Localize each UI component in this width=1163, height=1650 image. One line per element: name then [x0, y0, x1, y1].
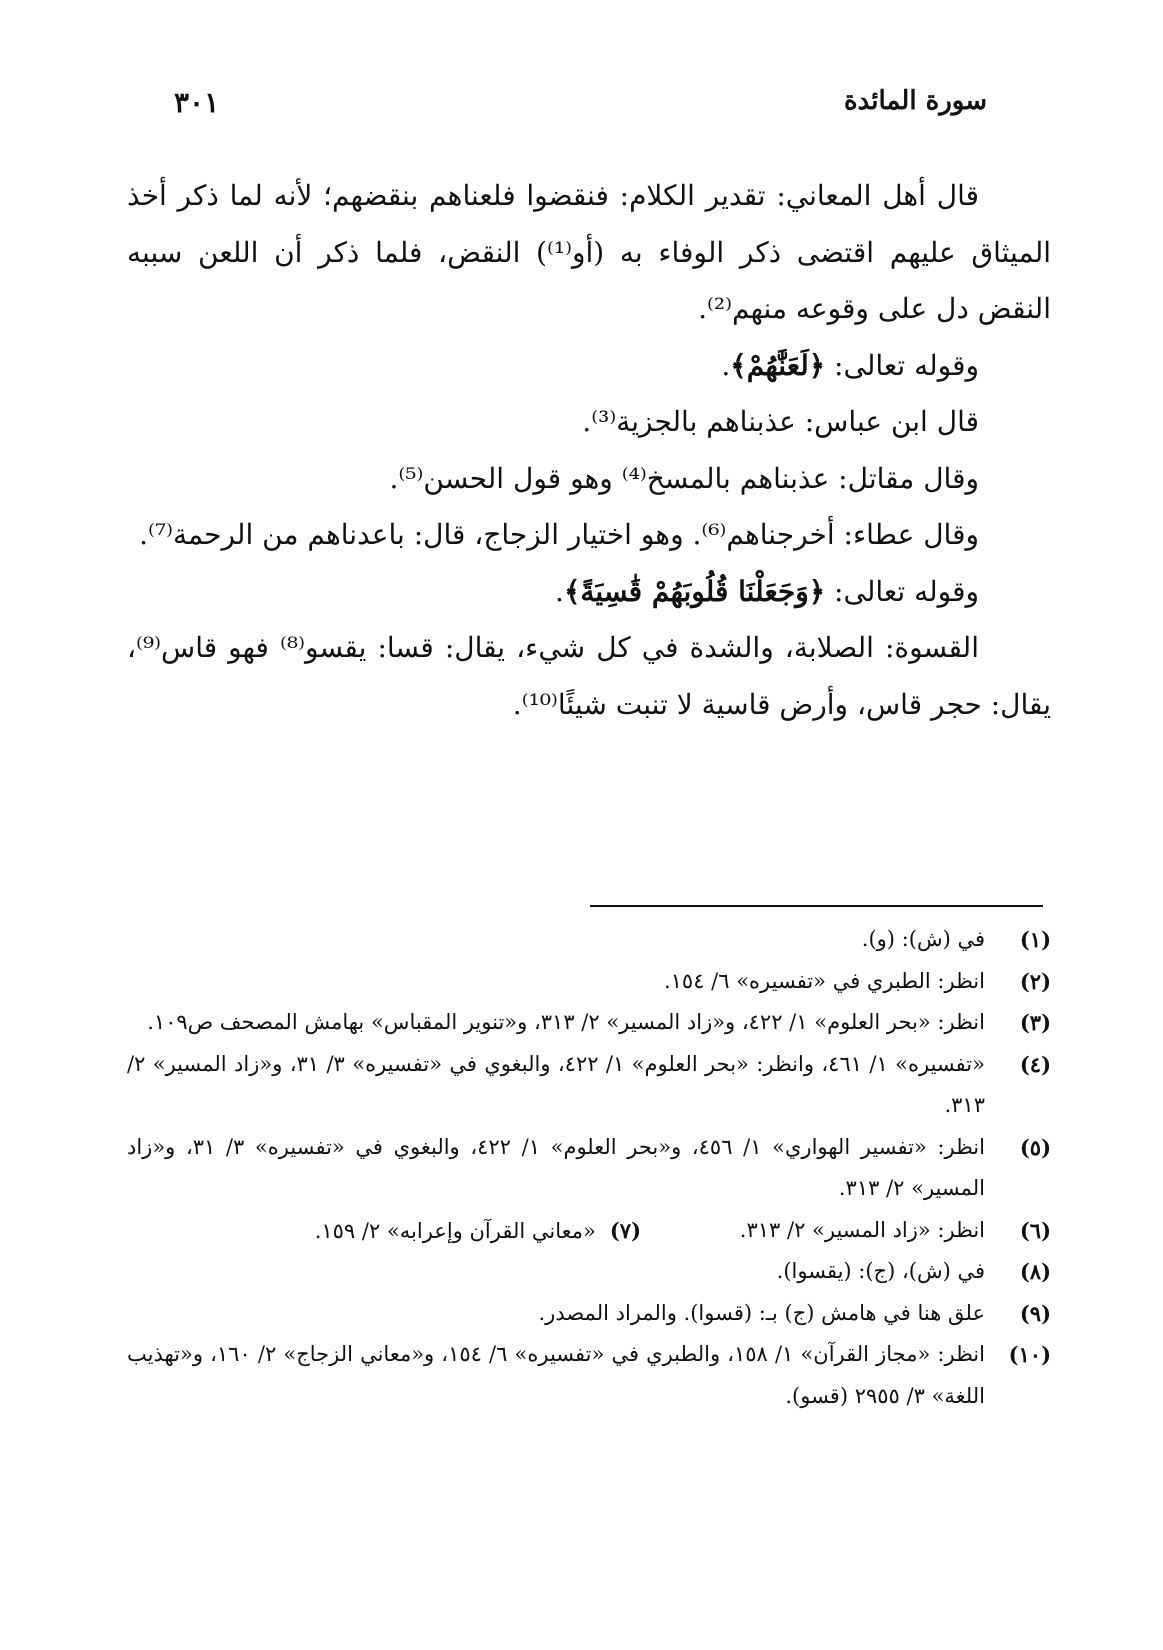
quran-verse: ﴿وَجَعَلْنَا قُلُوبَهُمْ قَٰسِيَةً﴾: [563, 574, 826, 608]
footnote: [127, 1002, 1051, 1044]
surah-title: سورة المائدة: [843, 86, 987, 116]
footnote-number: (٨): [1019, 1259, 1051, 1284]
running-header: [110, 86, 987, 126]
footnote-text: «تفسيره» ١/ ٤٦١، وانظر: «بحر العلوم» ١/ ٤٢٢، والبغوي في «تفسيره» ٣/ ٣١، و«زاد المسير» ٢/ ٣١٣.: [127, 1051, 985, 1117]
footnote-text: انظر: «بحر العلوم» ١/ ٤٢٢، و«زاد المسير» ٢/ ٣١٣، و«تنوير المقباس» بهامش المصحف ص١٠٩.: [147, 1010, 985, 1034]
verse-end: .: [555, 574, 564, 608]
footnote-number: (٤): [1019, 1051, 1051, 1077]
footnote-text: في (ش)، (ج): (يقسوا).: [776, 1259, 985, 1283]
footnote-number: (٢): [1019, 968, 1051, 994]
footnote: [127, 1334, 1051, 1417]
paragraph-ata: وقال عطاء: أخرجناهم⁽⁶⁾. وهو اختيار الزجاج، قال: باعدناهم من الرحمة⁽⁷⁾.: [139, 518, 979, 551]
footnote-number: (٦): [1019, 1217, 1051, 1243]
verse-intro: وقوله تعالى:: [825, 574, 979, 608]
quran-verse: ﴿لَعَنَّٰهُمْ﴾: [730, 348, 826, 382]
paragraph-ibn-abbas: قال ابن عباس: عذبناهم بالجزية⁽³⁾.: [582, 405, 979, 438]
paragraph-ahl-al-maani: قال أهل المعاني: تقدير الكلام: فنقضوا فلعناهم بنقضهم؛ لأنه لما ذكر أخذ الميثاق عليهم اقتضى ذكر الوفاء به (أو⁽¹⁾) النقض، فلما ذكر أن اللعن سببه النقض دل على وقوعه منهم⁽²⁾.: [127, 179, 1052, 325]
footnotes: [127, 919, 1051, 1417]
footnote-text: انظر: «زاد المسير» ٢/ ٣١٣.: [739, 1217, 985, 1242]
footnote-text: انظر: «تفسير الهواري» ١/ ٤٥٦، و«بحر العلوم» ١/ ٤٢٢، والبغوي في «تفسيره» ٣/ ٣١، و«زاد المسير» ٢/ ٣١٣.: [127, 1134, 985, 1200]
footnote-text: «معاني القرآن وإعرابه» ٢/ ١٥٩.: [314, 1218, 596, 1243]
footnote-pair: [127, 1210, 1051, 1252]
paragraph-qaswa: القسوة: الصلابة، والشدة في كل شيء، يقال: قسا: يقسو⁽⁸⁾ فهو قاس⁽⁹⁾، يقال: حجر قاس، وأرض قاسية لا تنبت شيئًا⁽¹⁰⁾.: [127, 631, 1051, 721]
main-text: [127, 168, 1051, 733]
verse-end: .: [721, 348, 731, 382]
footnote-number: (٣): [1019, 1010, 1051, 1035]
footnote-text: انظر: «مجاز القرآن» ١/ ١٥٨، والطبري في «تفسيره» ٦/ ١٥٤، و«معاني الزجاج» ٢/ ١٦٠، و«تهذيب اللغة» ٣/ ٢٩٥٥ (قسو).: [127, 1342, 985, 1408]
page-number: ٣٠١: [174, 86, 220, 119]
footnote-text: علق هنا في هامش (ج) بـ: (قسوا). والمراد المصدر.: [538, 1300, 985, 1325]
footnote: [127, 919, 1051, 961]
footnote: [127, 961, 1051, 1003]
footnote-number: (٥): [1019, 1134, 1051, 1160]
footnote-text: في (ش): (و).: [861, 927, 985, 951]
footnote-separator: [590, 905, 1043, 907]
footnote: [127, 1127, 1051, 1210]
footnote-number: (٩): [1019, 1300, 1051, 1326]
footnote-number: (١٠): [1008, 1342, 1051, 1367]
verse-line-1: [127, 338, 1051, 395]
footnote: [127, 1293, 1051, 1335]
paragraph-muqatil: وقال مقاتل: عذبناهم بالمسخ⁽⁴⁾ وهو قول الحسن⁽⁵⁾.: [389, 461, 979, 495]
verse-line-2: [127, 564, 1051, 621]
footnote: [127, 1044, 1051, 1127]
verse-intro: وقوله تعالى:: [825, 348, 979, 382]
footnote-number: (٧): [609, 1217, 641, 1243]
footnote: [315, 1210, 641, 1253]
footnote-text: انظر: الطبري في «تفسيره» ٦/ ١٥٤.: [663, 968, 985, 993]
footnote-number: (١): [1019, 927, 1051, 952]
footnote: [127, 1251, 1051, 1293]
